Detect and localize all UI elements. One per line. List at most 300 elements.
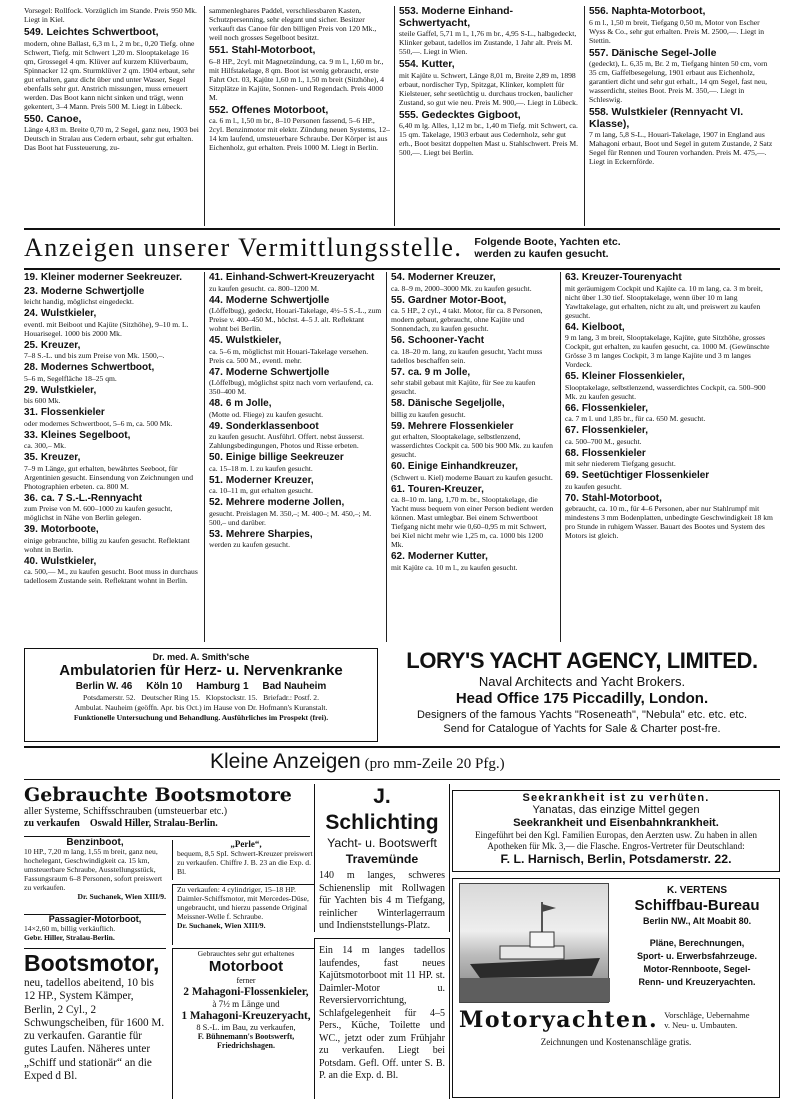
listing-text: einige gebrauchte, billig zu kaufen gesucht. Reflektant wohnt in Berlin. (24, 535, 190, 554)
listing-title: Dänische Segeljolle, (407, 398, 505, 409)
listing-number: 549. (24, 27, 44, 38)
listing-heading (24, 452, 200, 464)
listing-ad (589, 107, 776, 166)
vertens-l3: Motor-Rennboote, Segel- (643, 964, 751, 974)
listing-text: billig zu kaufen gesucht. (391, 409, 466, 419)
perle-text: bequem, 8,5 SpI. Schwert-Kreuzer preiswert zu verkaufen. Chiffre J. B. 23 an die Exp. d. Bl. (177, 849, 313, 876)
listing-heading (24, 524, 200, 536)
smith-ambulatorien-ad (24, 648, 378, 742)
listing-number: 550. (24, 113, 44, 125)
listing-title: Wulstkieler (Rennyacht VI. Klasse), (589, 106, 744, 130)
benzinboot-title: Benzinboot, (66, 838, 124, 848)
listing-heading (24, 385, 200, 397)
listing-text: ca. 8–10 m. lang, 1,70 m. br., Slooptakelage, die Yacht muss bequem von einer Person bedient werden können. Mast umlegbar. Bei einem Schwertboot Tiefgang nicht mehr wie 0,60–0,95 m mit Schwert, bei Kiel nicht mehr wie 1,25 m, ca. 1000 bis 1200 Mk. (391, 495, 554, 549)
listing-number: 44. (209, 294, 223, 306)
listing-text: mit Kajüte ca. 10 m l., zu kaufen gesucht. (391, 562, 518, 572)
seek-line2: Seekrankheit und Eisenbahnkrankheit. (513, 817, 719, 829)
listing-ad (209, 45, 390, 102)
banner-subtitle-2: werden zu kaufen gesucht. (474, 248, 609, 260)
listing-text: ca. 6 m l., 1,50 m br., 8–10 Personen fassend, 5–6 HP., 2cyl. Benzinmotor mit elektr. Zündung neuen Systems, 12–14 km laufend, umsteuerbare Schraube. Der Körper ist aus Eichenholz, gut erhalten. Preis 1000 M. Liegt in Berlin. (209, 116, 390, 152)
listing-heading (209, 367, 382, 379)
listing-number: 557. (589, 47, 609, 59)
listing-ad (391, 335, 556, 365)
listing-text: Slooptakelage, selbstlenzend, wasserdichtes Cockpit, ca. 500–900 Mk. zu kaufen gesucht. (565, 382, 766, 401)
listing-ad (209, 272, 382, 293)
schlichting-place: Travemünde (345, 852, 419, 866)
lory-yacht-agency-ad (384, 648, 780, 742)
schlichting-text: 140 m langes, schweres Schienenslip mit Rollwagen für Yachten bis 4 m Tiefgang, reinlicher Winterlagerraum und Indienststellungs-Platz. (319, 870, 445, 931)
listing-title: Leichtes Schwertboot, (46, 26, 159, 38)
listing-heading (565, 371, 776, 383)
listing-heading (565, 493, 776, 505)
listing-heading (391, 484, 556, 496)
listing-title: Stahl-Motorboot, (231, 44, 316, 56)
listing-title: Offenes Motorboot, (231, 103, 329, 116)
listing-text: sammenlegbares Paddel, verschliessbaren Kasten, Schutzpersenning, sehr elegant und sicher. Besitzer verkauft das Canoe für den billigen Preis von 120 Mk., weil noch grosses Segelboot besitzt. (209, 6, 377, 42)
mb-top: Gebrauchtes sehr gut erhaltenes (197, 949, 295, 958)
listing-text: bis 600 Mk. (24, 396, 61, 405)
top-column-4 (584, 6, 780, 226)
listing-text: ca. 5–6 m, möglichst mit Houari-Takelage versehen. Preis ca. 500 M., eventl. mehr. (209, 346, 369, 365)
listing-ad (391, 367, 556, 397)
listing-heading (24, 308, 200, 320)
listing-ad (24, 27, 200, 111)
listing-ad (565, 322, 776, 370)
listing-text: werden zu kaufen gesucht. (209, 540, 290, 549)
bootsmotore-line1: aller Systeme, Schiffsschrauben (umsteuerbar etc.) (24, 806, 228, 817)
listing-number: 553. (399, 6, 419, 17)
lory-line4: Send for Catalogue of Yachts for Sale & Charter post-fre. (443, 723, 721, 735)
listing-text: eventl. mit Beiboot und Kajüte (Sitzhöhe), 9–10 m. L. Houarisegel. 1000 bis 2000 Mk. (24, 319, 189, 338)
listing-heading (565, 425, 776, 437)
vertens-l4: Renn- und Kreuzeryachten. (638, 977, 756, 987)
vm-column-1 (24, 272, 204, 642)
smith-addresses: Potsdamerstr. 52. Deutscher Ring 15. Klopstockstr. 15. Briefadr.: Postf. 2. (82, 693, 320, 702)
listing-number: 552. (209, 104, 229, 116)
listing-heading (391, 295, 556, 307)
smith-line5: Ambulat. Nauheim (geöffn. Apr. bis Oct.) im Hause von Dr. Hofmann's Kuranstalt. (74, 703, 328, 712)
listing-number: 68. (565, 447, 579, 459)
listing-heading (24, 286, 200, 298)
listing-ad (565, 448, 776, 469)
listing-heading (24, 272, 200, 284)
listing-number: 39. (24, 524, 38, 535)
banner-subtitle-1: Folgende Boote, Yachten etc. (474, 236, 621, 248)
motoryacht-illustration (460, 884, 610, 1002)
perle-ad (172, 840, 315, 880)
mb-sign1: F. Bühnemann's Bootswerft, (197, 1032, 295, 1041)
top-column-3 (394, 6, 584, 226)
listing-title: Kutter, (421, 58, 455, 70)
mb-line1: 2 Mahagoni-Flossenkieler, (183, 986, 309, 998)
listing-ad (391, 484, 556, 550)
listing-title: Schooner-Yacht (407, 335, 485, 346)
listing-title: Touren-Kreuzer, (407, 483, 484, 495)
listing-number: 19. (24, 272, 38, 283)
mb-line4: 8 S.-L. im Bau, zu verkaufen, (196, 1023, 296, 1032)
listing-text: 6,40 m lg. Alles, 1,12 m br., 1,40 m Tiefg. mit Schwert, ca. 15 qm. Takelage, 1903 erbaut aus Cedernholz, sehr gut erh., Boot besitzt doppelten Mast u. Stahlschwert. Preis M. 500,—. Liegt bei Berlin. (399, 121, 579, 157)
listing-ad (209, 6, 390, 42)
smith-cities: Berlin W. 46 Köln 10 Hamburg 1 Bad Nauheim (75, 681, 327, 692)
listing-ad (24, 430, 200, 451)
mb-sign2: Friedrichshagen. (217, 1041, 275, 1050)
listing-heading (24, 27, 200, 39)
listing-title: Flossenkieler, (581, 425, 649, 436)
listing-ad (565, 403, 776, 424)
vertens-big: Motoryachten. (459, 1007, 659, 1033)
listing-ad (391, 461, 556, 482)
listing-ad (24, 272, 200, 284)
listing-heading (399, 110, 580, 122)
listing-text: (Löffelbug), gedeckt, Houari-Takelage, 4½–5 S.-L., zum Preise v. 400–450 M., höchst. 4–5 J. alt. Reflektant wohnt bei Berlin. (209, 306, 382, 333)
schlichting-name: J. Schlichting (325, 785, 439, 834)
listing-text: zu kaufen gesucht. ca. 800–1200 M. (209, 283, 320, 293)
listing-ad (565, 425, 776, 446)
listing-ad (24, 407, 200, 428)
listing-text: mit sehr niederem Tiefgang gesucht. (565, 459, 676, 468)
listing-heading (209, 497, 382, 509)
listing-title: Einige billige Seekreuzer (225, 452, 344, 463)
banner-subtitle (474, 236, 620, 260)
listing-title: Dänische Segel-Jolle (611, 46, 717, 59)
listing-text: oder modernes Schwertboot, 5–6 m, ca. 500 Mk. (24, 418, 173, 428)
listing-ad (24, 493, 200, 523)
listing-text: leicht handig, möglichst eingedeckt. (24, 297, 134, 306)
listing-ad (24, 362, 200, 383)
listing-heading (209, 272, 382, 284)
listing-title: Kleiner Flossenkieler, (581, 371, 685, 382)
listing-title: ca. 9 m Jolle, (407, 366, 471, 378)
listing-title: Moderner Kreuzer, (407, 272, 496, 283)
vertens-r1: Vorschläge, Uebernahme (664, 1010, 750, 1020)
listing-title: Canoe, (46, 112, 82, 125)
listing-text: zum Preise von M. 600–1000 zu kaufen gesucht, möglichst in Nähe von Berlin gelegen. (24, 504, 173, 522)
listing-number: 58. (391, 398, 405, 409)
listing-text: 5–6 m, Segelfläche 18–25 qm. (24, 373, 117, 383)
listing-number: 54. (391, 272, 405, 283)
listing-text: mit geräumigem Cockpit und Kajüte ca. 10 m lang, ca. 3 m breit, nicht über 1.30 tief. Slooptakelage, wenn über 10 m lang Yawltakelage, gut erhalten, nicht zu alt, und preiswert zu kaufen gesucht. (565, 283, 763, 320)
listing-number: 61. (391, 483, 405, 495)
listing-ad (24, 452, 200, 491)
listing-number: 33. (24, 429, 38, 441)
seek-line1: Yanatas, das einzige Mittel gegen (532, 804, 700, 816)
smith-line2: Ambulatorien für Herz- u. Nervenkranke (59, 662, 343, 679)
perle-title: „Perle“, (230, 840, 262, 849)
listing-title: Kleines Segelboot, (40, 429, 131, 441)
listing-ad (209, 421, 382, 451)
listing-text: gesucht. Preislagen M. 350,–; M. 400–; M. 450,–; M. 500,– und darüber. (209, 508, 372, 527)
kleine-anzeigen-header (210, 750, 710, 776)
listing-heading (24, 340, 200, 352)
listing-ad (565, 470, 776, 491)
vertens-services (615, 937, 779, 989)
listing-ad (391, 421, 556, 460)
listing-number: 47. (209, 366, 223, 378)
listing-ad (24, 340, 200, 361)
listing-text: ca. 15–18 m. l. zu kaufen gesucht. (209, 463, 313, 473)
listing-text: ca. 7 m l. und 1,85 br., für ca. 650 M. gesucht. (565, 414, 706, 423)
listing-title: Moderne Schwertjolle (225, 294, 330, 306)
listing-heading (24, 407, 200, 419)
listing-number: 59. (391, 420, 405, 432)
listing-text: mit Kajüte u. Schwert, Länge 8,01 m, Breite 2,89 m, 1898 erbaut, nordischer Typ, Spitzgat, Klinker, komplett für Kielsteuer, sehr seetüchtig u. durchaus trocken, baulicher Zustand, so gut wie neu. Preis M. 900,—. Liegt in Lübeck. (399, 70, 578, 107)
benzinboot-ad (24, 838, 166, 912)
listing-number: 50. (209, 452, 223, 463)
listing-number: 55. (391, 294, 405, 306)
listing-text: zu kaufen gesucht. (565, 481, 622, 491)
listing-title: Einhand-Schwert-Kreuzeryacht (225, 272, 375, 283)
listing-text: (Motte od. Fliege) zu kaufen gesucht. (209, 409, 324, 419)
passagier-sign: Gebr. Hiller, Stralau-Berlin. (24, 933, 115, 942)
listing-ad (24, 524, 200, 554)
listing-ad (209, 335, 382, 365)
lory-line3: Designers of the famous Yachts "Roseneath", "Nebula" etc. etc. etc. (416, 709, 748, 721)
motorboot-buehnemann-ad (172, 948, 315, 1099)
listing-text: 7–8 S.-L. und bis zum Preise von Mk. 1500,–. (24, 351, 165, 360)
listing-heading (589, 6, 776, 18)
listing-number: 48. (209, 398, 223, 409)
listing-heading (209, 529, 382, 541)
vertens-bottom (453, 1007, 779, 1033)
listing-number: 31. (24, 407, 38, 418)
top-column-1 (24, 6, 204, 226)
listing-title: Kreuzer, (40, 452, 81, 463)
listing-title: ca. 7 S.-L.-Rennyacht (40, 492, 143, 504)
listing-ad (24, 286, 200, 307)
listing-text: (Schwert u. Kiel) moderne Bauart zu kaufen gesucht. (391, 472, 553, 482)
listing-number: 558. (589, 107, 609, 118)
listing-number: 555. (399, 109, 419, 121)
listing-ad (24, 6, 200, 24)
listing-text: 7 m lang, 5,8 S-L., Houari-Takelage, 1907 in England aus Mahagoni erbaut, Boot und Segel in gutem Zustande, 2 Satz Segel für Rennen und Touren vorhanden. Preis M. 475,—. Liegt in Eckernförde. (589, 130, 773, 166)
listing-heading (391, 551, 556, 563)
top-column-2 (204, 6, 394, 226)
seek-body: Eingeführt bei den Kgl. Familien Europas, den Aerzten usw. Zu haben in allen Apotheken für Mk. 3,— die Flasche. Engros-Vertreter für Deutschland: (474, 830, 758, 851)
listing-number: 49. (209, 420, 223, 432)
listing-heading (391, 335, 556, 347)
listing-title: Mehrere Sharpies, (225, 528, 313, 540)
listing-number: 41. (209, 272, 223, 283)
vertens-top (453, 879, 779, 1007)
listing-heading (391, 367, 556, 379)
listing-heading (391, 421, 556, 433)
schlichting-sub: Yacht- u. Bootswerft (327, 836, 437, 850)
listing-title: Moderne Schwertjolle (225, 366, 330, 378)
listing-ad (589, 48, 776, 105)
listing-heading (209, 452, 382, 464)
listing-title: Modernes Schwertboot, (40, 362, 155, 373)
listing-text: ca. 18–20 m. lang, zu kaufen gesucht, Yacht muss tadellos beschaffen sein. (391, 346, 543, 365)
listing-heading (209, 105, 390, 117)
listing-number: 70. (565, 492, 579, 504)
listing-number: 23. (24, 285, 38, 297)
kleine-suffix: (pro mm-Zeile 20 Pfg.) (364, 756, 505, 772)
kajuetsmotorboot-ad (314, 938, 450, 1099)
listing-text: ca. 5 HP., 2 cyl., 4 takt. Motor, für ca. 8 Personen, modern gebaut, gebraucht, ohne Kajüte und Sonnendach, zu kaufen gesucht. (391, 306, 543, 333)
listing-ad (209, 295, 382, 334)
listing-text: (gedeckt), L. 6,35 m, Br. 2 m, Tiefgang hinten 50 cm, vorn 35 cm, Gaffelbesegelung, 1901 erbaut aus Eichenholz, garantiert dicht und sehr gut erhalt., 14 qm Segel, fast neu, wasserdicht, steites Boot. Preis M. 350,—. Liegt in Schleswig. (589, 59, 768, 104)
lory-title: LORY'S YACHT AGENCY, LIMITED. (406, 648, 758, 673)
listing-ad (391, 272, 556, 293)
listing-title: Einige Einhandkreuzer, (407, 461, 518, 472)
listing-ad (589, 6, 776, 45)
listing-number: 556. (589, 6, 609, 17)
listing-text: 7–9 m Länge, gut erhalten, bewährtes Seeboot, für Argentinien gesucht. Einsendung von Zeichnungen und Photographien erbeten. ca. 800 M. (24, 463, 193, 491)
smith-line6: Funktionelle Untersuchung und Behandlung. Ausführliches im Prospekt (frei). (73, 713, 329, 722)
top-rule (24, 228, 780, 230)
listing-text: Länge 4,83 m. Breite 0,70 m, 2 Segel, ganz neu, 1903 bei Deutsch in Stralau aus Cedern erbaut, sehr gut erhalten. Das Boot hat Fussteuerung, zu- (24, 125, 199, 152)
listing-ad (209, 497, 382, 527)
listing-ad (391, 551, 556, 572)
mb-ferner: ferner (236, 976, 256, 985)
listing-number: 51. (209, 474, 223, 486)
listing-number: 63. (565, 272, 579, 283)
listing-heading (24, 430, 200, 442)
vertens-ad (452, 878, 780, 1098)
vm-column-3 (386, 272, 560, 642)
listing-text: steile Gaffel, 5,71 m l., 1,76 m br., 4,95 S-L., halbgedeckt, Klinker gebaut, tadellos im Zustande, 1 Jahr alt. Preis M. 550,—. Liegt in Wien. (399, 29, 577, 56)
listing-ad (209, 452, 382, 473)
passagier-ad (24, 914, 166, 945)
vermittlung-banner (24, 231, 780, 265)
listing-heading (209, 398, 382, 410)
kleine-title: Kleine Anzeigen (210, 750, 361, 773)
vm-column-2 (204, 272, 386, 642)
seek-sign: F. L. Harnisch, Berlin, Potsdamerstr. 22. (500, 852, 732, 866)
listing-heading (391, 461, 556, 473)
listing-heading (209, 295, 382, 307)
listing-ad (209, 367, 382, 397)
listing-heading (209, 421, 382, 433)
listing-number: 62. (391, 551, 405, 562)
passagier-title: Passagier-Motorboot, (48, 914, 142, 924)
listing-ad (399, 59, 580, 107)
listing-heading (24, 556, 200, 568)
listing-heading (391, 272, 556, 284)
seek-title: Seekrankheit ist zu verhüten. (522, 792, 710, 804)
listing-title: Stahl-Motorboot, (581, 492, 662, 504)
listing-title: Flossenkieler (581, 447, 646, 459)
listing-number: 29. (24, 384, 38, 396)
listing-number: 551. (209, 45, 229, 56)
listing-title: Moderne Einhand-Schwertyacht, (399, 6, 514, 29)
listing-title: Gardner Motor-Boot, (407, 294, 507, 306)
vertens-header (615, 879, 779, 1007)
listing-text: gebraucht, ca. 10 m., für 4–6 Personen, aber nur Stahlrumpf mit mindestens 3 mm Bodenplatten, unbedingte Geschwindigkeit 18 km pro Stunde in ruhigem Wasser. Bauart des Bootes und System des Motors ist gleich. (565, 504, 773, 540)
listing-heading (24, 493, 200, 505)
listing-text: 6 m l., 1,50 m breit, Tiefgang 0,50 m, Motor von Escher Wyss & Co., sehr gut erhalten. Preis M. 2500,—. Liegt in Stettin. (589, 17, 765, 45)
listing-text: modern, ohne Ballast, 6,3 m l., 2 m br., 0,20 Tiefg. ohne Schwert, Tiefg. mit Schwert 1,20 m. Slooptakelage 16 qm, Grossegel 4 qm. Klüver auf kurzem Klüverbaum, Spinnacker 12 qm. Sturmklüver 2 qm. 1904 erbaut, sehr gut erhalten, ganz dicht über und unter Wasser, Segel ebenfalls sehr gut. Anstrich missungen, muss erneuert werden. Das Boot kann nicht sinken und trägt, wenn gekentert, 3–4 Mann. Preis 500 M. Liegt in Lübeck. (24, 38, 195, 111)
listing-text: gut erhalten, Slooptakelage, selbstlenzend, wasserdichtes Cockpit ca. 500 bis 900 Mk. zu kaufen gesucht. (391, 432, 553, 459)
vertens-title: Schiffbau-Bureau (634, 897, 760, 914)
listing-text: sehr stabil gebaut mit Kajüte, für See zu kaufen gesucht. (391, 378, 536, 396)
listing-heading (209, 335, 382, 347)
listing-number: 24. (24, 308, 38, 319)
listing-ad (565, 493, 776, 541)
vertens-right (664, 1010, 749, 1030)
listing-title: Kleiner moderner Seekreuzer. (40, 272, 183, 283)
listing-title: Wulstkieler, (40, 308, 97, 319)
listing-ad (209, 398, 382, 419)
listing-ad (399, 6, 580, 56)
banner-title: Anzeigen unserer Vermittlungsstelle. (24, 233, 463, 262)
listing-heading (589, 48, 776, 60)
listing-number: 60. (391, 461, 405, 472)
vm-column-4 (560, 272, 780, 642)
listing-title: Seetüchtiger Flossenkieler (581, 470, 710, 481)
listing-number: 57. (391, 366, 405, 378)
listing-ad (399, 110, 580, 158)
listing-number: 67. (565, 425, 579, 436)
listing-text: ca. 500,— M., zu kaufen gesucht. Boot muss in durchaus tadellosem Zustande sein. Reflektant wohnt in Berlin. (24, 567, 198, 585)
listing-title: Moderner Kutter, (407, 551, 488, 562)
listing-ad (209, 105, 390, 153)
listing-heading (24, 114, 200, 126)
listing-number: 66. (565, 402, 579, 414)
schlichting-ad (314, 784, 450, 932)
listing-text: ca. 500–700 M., gesucht. (565, 436, 642, 446)
listing-title: Flossenkieler, (581, 402, 649, 414)
listing-number: 40. (24, 555, 38, 567)
listing-title: Flossenkieler (40, 407, 105, 418)
listing-number: 64. (565, 321, 579, 333)
lory-line2: Head Office 175 Piccadilly, London. (455, 690, 709, 707)
listing-text: (Löffelbug), möglichst spitz nach vorn verlaufend, ca. 350–400 M. (209, 378, 374, 396)
listing-heading (399, 59, 580, 71)
listing-heading (209, 45, 390, 57)
listing-heading (24, 362, 200, 374)
listing-title: Kreuzer-Tourenyacht (581, 272, 682, 283)
listing-number: 28. (24, 362, 38, 373)
listing-heading (565, 322, 776, 334)
listing-number: 52. (209, 497, 223, 508)
listing-number: 25. (24, 339, 38, 351)
seekrankheit-ad (452, 790, 780, 872)
listing-heading (565, 403, 776, 415)
vertens-r2: v. Neu- u. Umbauten. (664, 1020, 738, 1030)
listing-title: Kielboot, (581, 321, 625, 333)
listing-ad (565, 272, 776, 320)
vermittlung-listings (24, 272, 780, 642)
kleine-top-rule (24, 746, 780, 748)
vertens-l1: Pläne, Berechnungen, (649, 938, 745, 948)
listing-text: 6–8 HP., 2cyl. mit Magnetzündung, ca. 9 m l., 1,60 m br., mit Hilfstakelage, 8 qm. Boot ist wenig gebraucht, erste Fahrt Oct. 03, Kajüte 1,60 m l., 1,50 m breit (Sitzhöhe), 4 Sitzplätze in Kajüte, Sonnen- und Regendach. Preis 4000 M. (209, 56, 385, 102)
vertens-addr: Berlin NW., Alt Moabit 80. (642, 916, 752, 926)
kleine-bottom-rule (24, 779, 780, 780)
mb-line2: à 7½ m Länge und (212, 999, 280, 1009)
listing-title: Mehrere moderne Jollen, (225, 497, 345, 508)
listing-title: Naphta-Motorboot, (611, 6, 706, 17)
bootsmotor-ad (24, 948, 166, 1099)
listing-number: 36. (24, 492, 38, 504)
einboot-text: Ein 14 m langes tadellos laufendes, fast neues Kajütsmotorboot mit 11 HP. st. Daimler-Motor u. Reversiervorrichtung, Schlafgelegenheit für 4–5 Pers., Küche, Toilette und WC., jetzt oder zum Frühjahr zu verkaufen. Liegt bei Potsdam. Gefl. Off. unter S. B. P. an die Exp. d. Bl. (319, 945, 445, 1081)
listing-number: 53. (209, 528, 223, 540)
motor4-sign: Dr. Suchanek, Wien XIII/9. (177, 921, 266, 930)
listing-number: 45. (209, 335, 223, 346)
listing-title: 6 m Jolle, (225, 398, 272, 409)
listing-heading (399, 6, 580, 29)
listing-title: Motorboote, (40, 524, 99, 535)
smith-line1: Dr. med. A. Smith'sche (152, 652, 250, 662)
banner-rule (24, 268, 780, 270)
listing-number: 65. (565, 371, 579, 382)
listing-ad (209, 475, 382, 496)
listing-title: Wulstkieler, (40, 555, 97, 567)
listing-title: Moderne Schwertjolle (40, 285, 145, 297)
listing-heading (209, 475, 382, 487)
listing-heading (391, 398, 556, 410)
vertens-l2: Sport- u. Erwerbsfahrzeuge. (637, 951, 758, 961)
